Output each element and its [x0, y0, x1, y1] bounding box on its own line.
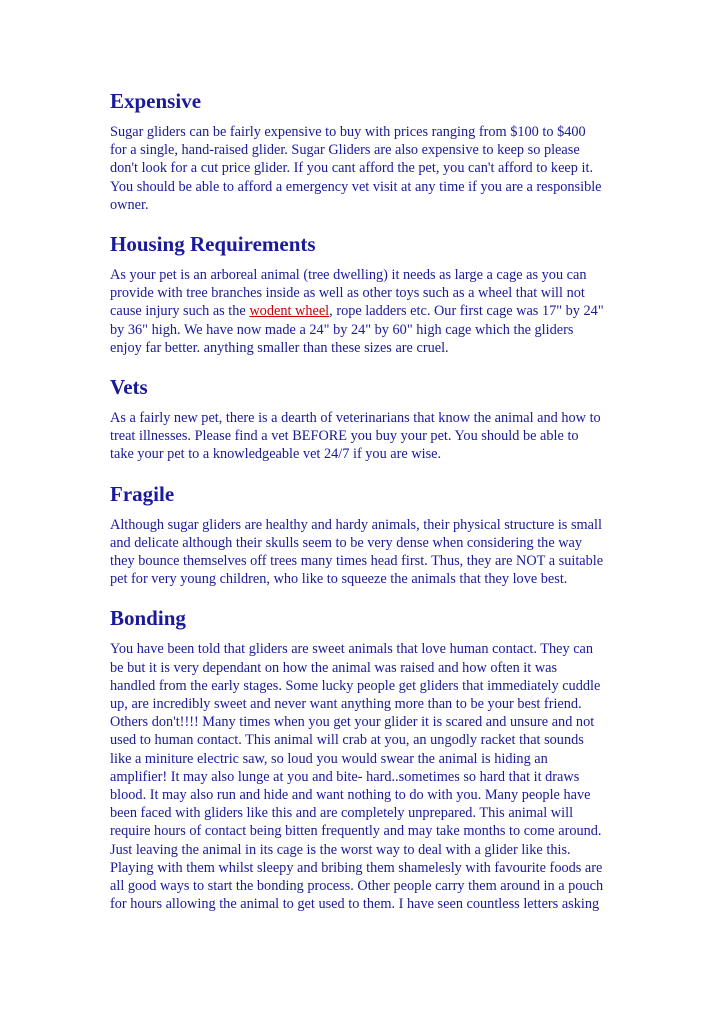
- text-line: As a fairly new pet, there is a dearth of veterinarians that know the animal and how to: [110, 410, 601, 427]
- text-line-with-link: [110, 302, 622, 320]
- section-fragile: [110, 481, 622, 589]
- text-line: and delicate although their skulls seem to be very dense when considering the way: [110, 534, 583, 551]
- text-line: by 36" high. We have now made a 24" by 24" by 60" high cage which the gliders: [110, 321, 574, 338]
- text-line: Although sugar gliders are healthy and hardy animals, their physical structure is small: [110, 516, 602, 533]
- text-line: they bounce themselves off trees many times head first. Thus, they are NOT a suitable: [110, 553, 604, 570]
- text-line: pet for very young children, who like to squeeze the animals that they love best.: [110, 571, 568, 588]
- text-fragment: , rope ladders etc. Our first cage was 17" by 24": [329, 303, 604, 320]
- section-housing-requirements: [110, 231, 622, 357]
- text-line: amplifier! It may also lunge at you and bite- hard..sometimes so hard that it draws: [110, 768, 580, 785]
- text-line: blood. It may also run and hide and want nothing to do with you. Many people have: [110, 787, 591, 804]
- text-line: treat illnesses. Please find a vet BEFORE you buy your pet. You should be able to: [110, 428, 579, 445]
- text-line: handled from the early stages. Some lucky people get gliders that immediately cuddle: [110, 677, 601, 694]
- text-line: been faced with gliders like this and are completely unprepared. This animal will: [110, 805, 574, 822]
- text-line: for hours allowing the animal to get used to them. I have seen countless letters asking: [110, 896, 600, 913]
- text-line: Playing with them whilst sleepy and bribing them shamelesly with favourite foods are: [110, 859, 603, 876]
- text-line: Just leaving the animal in its cage is the worst way to deal with a glider like this.: [110, 841, 571, 858]
- text-line: for a single, hand-raised glider. Sugar Gliders are also expensive to keep so please: [110, 142, 580, 159]
- text-line: owner.: [110, 196, 149, 213]
- text-line: provide with tree branches inside as well as other toys such as a wheel that will not: [110, 285, 585, 302]
- wodent-wheel-link[interactable]: wodent wheel: [249, 303, 330, 320]
- heading-vets: Vets: [110, 375, 148, 400]
- text-line: As your pet is an arboreal animal (tree dwelling) it needs as large a cage as you can: [110, 267, 587, 284]
- paragraph-housing-requirements: [110, 266, 622, 357]
- heading-bonding: Bonding: [110, 606, 186, 631]
- section-bonding: [110, 605, 622, 913]
- text-line: up, are incredibly sweet and never want anything more than to be your best friend.: [110, 696, 582, 713]
- text-line: take your pet to a knowledgeable vet 24/7 if you are wise.: [110, 446, 442, 463]
- section-expensive: [110, 88, 622, 214]
- text-line: all good ways to start the bonding process. Other people carry them around in a pouch: [110, 878, 604, 895]
- heading-fragile: Fragile: [110, 481, 175, 506]
- text-fragment: cause injury such as the: [110, 303, 250, 320]
- heading-housing-requirements: Housing Requirements: [110, 232, 316, 257]
- text-line: require hours of contact being bitten frequently and may take months to come around.: [110, 823, 602, 840]
- text-line: You should be able to afford a emergency vet visit at any time if you are a responsible: [110, 178, 602, 195]
- paragraph-expensive: [110, 123, 622, 214]
- text-line: Others don't!!!! Many times when you get your glider it is scared and unsure and not: [110, 714, 595, 731]
- text-line: don't look for a cut price glider. If you cant afford the pet, you can't afford to keep it.: [110, 160, 594, 177]
- text-line: Sugar gliders can be fairly expensive to buy with prices ranging from $100 to $400: [110, 124, 586, 140]
- text-line: enjoy far better. anything smaller than these sizes are cruel.: [110, 339, 449, 356]
- section-vets: [110, 374, 622, 464]
- paragraph-bonding: [110, 640, 622, 913]
- text-line: used to human contact. This animal will crab at you, an ungodly racket that sounds: [110, 732, 584, 749]
- heading-expensive: Expensive: [110, 89, 202, 113]
- text-line: like a miniture electric saw, so loud you would swear the animal is hiding an: [110, 750, 548, 767]
- text-line: You have been told that gliders are sweet animals that love human contact. They can: [110, 641, 594, 658]
- document-page: [110, 88, 622, 931]
- paragraph-vets: [110, 409, 622, 464]
- text-line: be but it is very dependant on how the animal was raised and how often it was: [110, 659, 558, 676]
- paragraph-fragile: [110, 516, 622, 589]
